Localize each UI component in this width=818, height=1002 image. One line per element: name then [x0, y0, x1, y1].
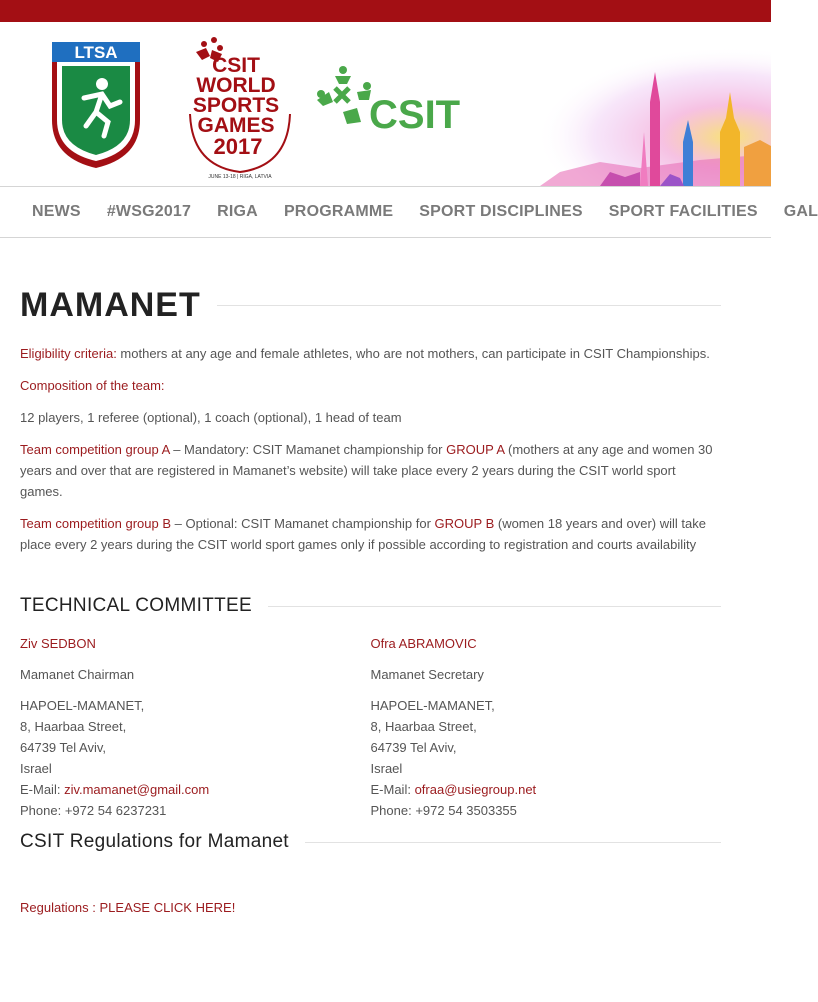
regulations-heading: CSIT Regulations for Mamanet	[20, 831, 289, 852]
member-city: 64739 Tel Aviv,	[370, 740, 457, 755]
group-b-text-2: (women 18 years and over) will take place every 2 years during the CSIT world sport games only if possible according to registration and courts availability	[20, 516, 706, 552]
nav-item-programme[interactable]: PROGRAMME	[283, 203, 394, 220]
nav-item-gallery[interactable]: GAL	[783, 203, 818, 220]
member-address	[371, 695, 722, 821]
main-content	[20, 270, 721, 929]
member-email-label: E-Mail:	[370, 782, 415, 797]
main-navigation	[0, 186, 818, 238]
member-org: HAPOEL-MAMANET,	[370, 698, 495, 713]
top-red-bar	[0, 0, 771, 22]
svg-text:WORLD: WORLD	[196, 74, 276, 97]
site-header	[0, 22, 771, 186]
csit-logo[interactable]	[313, 62, 473, 137]
committee-member-card	[20, 633, 371, 831]
eligibility-text: mothers at any age and female athletes, who are not mothers, can participate in CSIT Championships.	[116, 346, 710, 361]
composition-heading	[20, 375, 721, 396]
group-a-text-1: – Mandatory: CSIT Mamanet championship for	[169, 442, 447, 457]
member-phone: Phone: +972 54 6237231	[20, 803, 167, 818]
nav-item-wsg2017[interactable]: #WSG2017	[106, 203, 192, 220]
composition-text: 12 players, 1 referee (optional), 1 coach (optional), 1 head of team	[20, 410, 402, 425]
world-sports-games-2017-logo[interactable]	[186, 34, 294, 180]
member-phone: Phone: +972 54 3503355	[370, 803, 517, 818]
page-title: MAMANET	[20, 286, 201, 324]
group-a-label: Team competition group A	[20, 442, 170, 457]
group-b-label: Team competition group B	[20, 516, 172, 531]
member-city: 64739 Tel Aviv,	[20, 740, 107, 755]
member-email-label: E-Mail:	[20, 782, 65, 797]
svg-text:LTSA: LTSA	[74, 43, 118, 62]
nav-item-news[interactable]: NEWS	[32, 203, 81, 220]
group-b-paragraph	[20, 513, 721, 555]
title-divider	[217, 305, 721, 306]
member-email-link[interactable]: ziv.mamanet@gmail.com	[64, 782, 210, 797]
committee-member-card	[371, 633, 722, 831]
svg-text:2017: 2017	[213, 134, 263, 159]
regulations-paragraph	[20, 897, 721, 918]
member-country: Israel	[370, 761, 403, 776]
svg-text:GAMES: GAMES	[197, 114, 275, 137]
nav-item-sport-disciplines[interactable]: SPORT DISCIPLINES	[419, 203, 583, 220]
committee-members	[20, 633, 721, 831]
nav-item-sport-facilities[interactable]: SPORT FACILITIES	[608, 203, 758, 220]
group-b-badge: GROUP B	[434, 516, 495, 531]
member-role: Mamanet Chairman	[20, 667, 135, 682]
svg-text:CSIT: CSIT	[212, 54, 260, 77]
eligibility-label: Eligibility criteria:	[20, 346, 117, 361]
page-title-row	[20, 286, 721, 325]
group-a-badge: GROUP A	[446, 442, 505, 457]
committee-heading: TECHNICAL COMMITTEE	[20, 595, 252, 616]
svg-text:SPORTS: SPORTS	[192, 94, 280, 117]
composition-label: Composition of the team:	[20, 378, 165, 393]
group-a-paragraph	[20, 439, 721, 502]
member-street: 8, Haarbaa Street,	[20, 719, 127, 734]
member-street: 8, Haarbaa Street,	[370, 719, 477, 734]
member-name: Ziv SEDBON	[20, 636, 96, 651]
ltsa-logo[interactable]	[50, 40, 142, 170]
svg-text:CSIT: CSIT	[369, 93, 461, 137]
member-address	[20, 695, 371, 821]
regulations-heading-row	[20, 831, 721, 853]
regulations-link[interactable]: Regulations : PLEASE CLICK HERE!	[20, 900, 236, 915]
member-email-link[interactable]: ofraa@usiegroup.net	[414, 782, 537, 797]
group-a-text-2: (mothers at any age and women 30 years and over that are registered in Mamanet’s website) will take place every 2 years during the CSIT world sport games.	[20, 442, 713, 499]
member-org: HAPOEL-MAMANET,	[20, 698, 145, 713]
eligibility-paragraph	[20, 343, 721, 364]
regulations-divider	[305, 842, 721, 843]
nav-item-riga[interactable]: RIGA	[217, 203, 258, 220]
group-b-text-1: – Optional: CSIT Mamanet championship for	[171, 516, 435, 531]
member-country: Israel	[20, 761, 52, 776]
member-name: Ofra ABRAMOVIC	[370, 636, 477, 651]
committee-heading-row	[20, 595, 721, 617]
svg-text:JUNE 13-18 | RIGA, LATVIA: JUNE 13-18 | RIGA, LATVIA	[208, 174, 272, 180]
committee-divider	[268, 606, 721, 607]
member-role: Mamanet Secretary	[370, 667, 484, 682]
